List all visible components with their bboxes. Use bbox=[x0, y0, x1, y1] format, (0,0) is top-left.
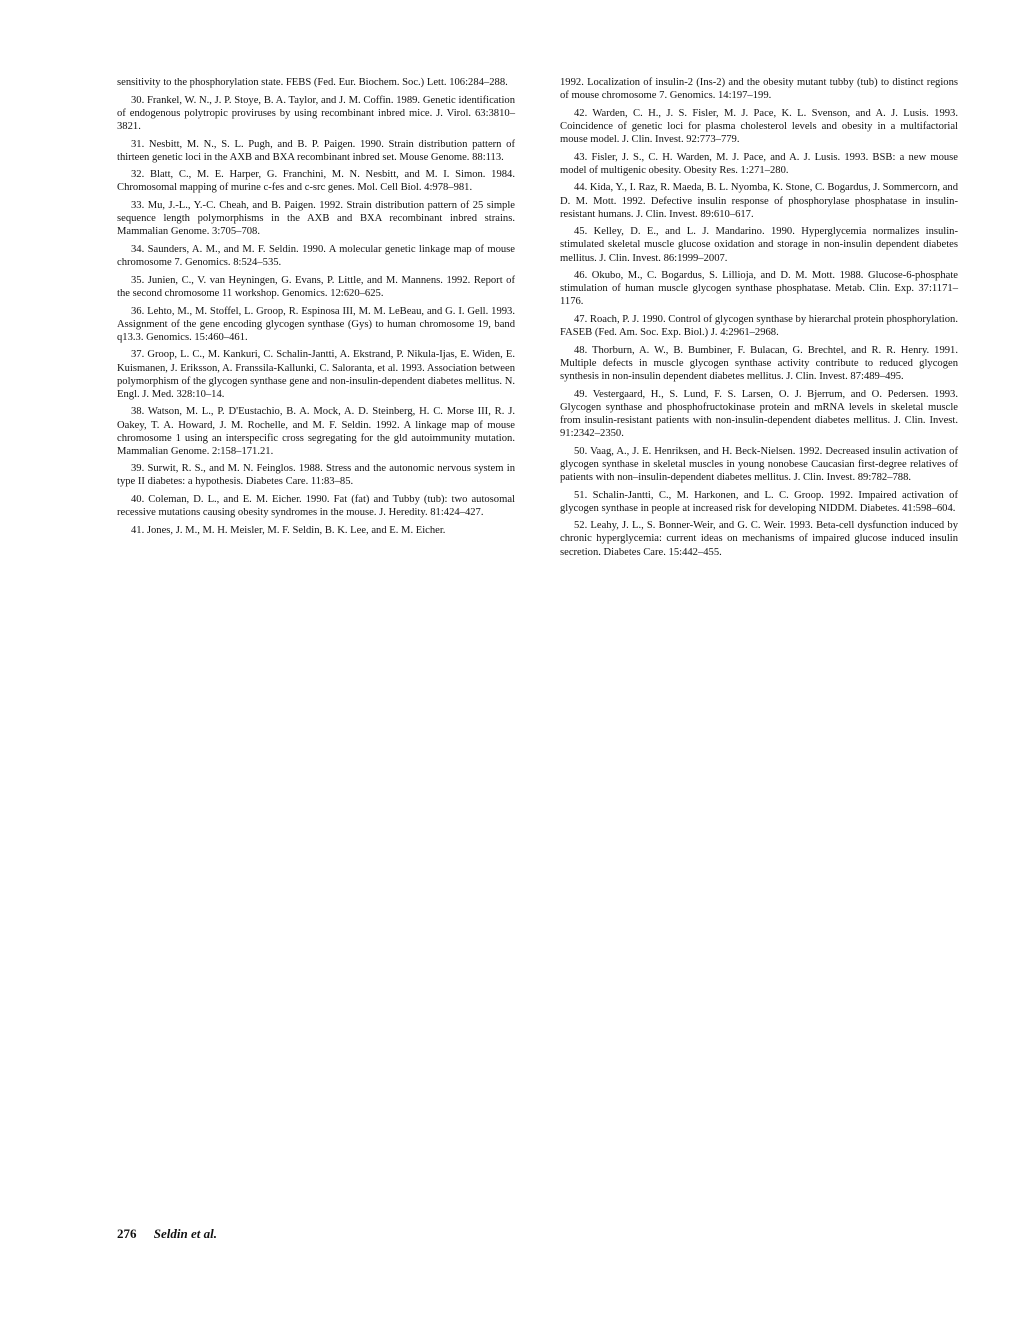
reference-entry: 31. Nesbitt, M. N., S. L. Pugh, and B. P. Paigen. 1990. Strain distribution pattern of thirteen genetic loci in the AXB and BXA recombinant inbred set. Mouse Genome. 88:113. bbox=[117, 138, 515, 163]
reference-entry: 33. Mu, J.-L., Y.-C. Cheah, and B. Paigen. 1992. Strain distribution pattern of 25 simple sequence length polymorphisms in the AXB and BXA recombinant inbred strains. Mammalian Genome. 3:705–708. bbox=[117, 200, 515, 238]
reference-entry: 50. Vaag, A., J. E. Henriksen, and H. Beck-Nielsen. 1992. Decreased insulin activation of glycogen synthase in skeletal muscles in young nonobese Caucasian first-degree relatives of patients with non–insulin-dependent diabetes mellitus. J. Clin. Invest. 89:782–788. bbox=[560, 445, 958, 483]
reference-entry: 30. Frankel, W. N., J. P. Stoye, B. A. Taylor, and J. M. Coffin. 1989. Genetic identification of endogenous polytropic proviruses by using recombinant inbred mice. J. Virol. 63:3810–3821. bbox=[117, 94, 515, 132]
reference-entry: 37. Groop, L. C., M. Kankuri, C. Schalin-Jantti, A. Ekstrand, P. Nikula-Ijas, E. Widen, E. Kuismanen, J. Eriksson, A. Franssila-Kallunki, C. Saloranta, et al. 1993. Association between polymorphism of the glycogen synthase gene and non-insulin-dependent diabetes mellitus. N. Engl. J. Med. 328:10–14. bbox=[117, 349, 515, 400]
reference-entry: 34. Saunders, A. M., and M. F. Seldin. 1990. A molecular genetic linkage map of mouse chromosome 7. Genomics. 8:524–535. bbox=[117, 244, 515, 269]
reference-entry: 52. Leahy, J. L., S. Bonner-Weir, and G. C. Weir. 1993. Beta-cell dysfunction induced by chronic hyperglycemia: current ideas on mechanisms of impaired glucose induced insulin secretion. Diabetes Care. 15:442–455. bbox=[560, 520, 958, 558]
reference-entry: 43. Fisler, J. S., C. H. Warden, M. J. Pace, and A. J. Lusis. 1993. BSB: a new mouse model of multigenic obesity. Obesity Res. 1:271–280. bbox=[560, 151, 958, 176]
reference-entry: 44. Kida, Y., I. Raz, R. Maeda, B. L. Nyomba, K. Stone, C. Bogardus, J. Sommercorn, and D. M. Mott. 1992. Defective insulin response of phosphorylase phosphatase in insulin-resistant humans. J. Clin. Invest. 89:610–617. bbox=[560, 182, 958, 220]
reference-entry: 41. Jones, J. M., M. H. Meisler, M. F. Seldin, B. K. Lee, and E. M. Eicher. bbox=[131, 524, 446, 536]
page-number: 276 bbox=[117, 1226, 137, 1241]
reference-entry: 49. Vestergaard, H., S. Lund, F. S. Larsen, O. J. Bjerrum, and O. Pedersen. 1993. Glycogen synthase and phosphofructokinase protein and mRNA levels in skeletal muscle from insulin-resistant patients with non-insulin-dependent diabetes mellitus. J. Clin. Invest. 91:2342–2350. bbox=[560, 388, 958, 439]
reference-entry: 40. Coleman, D. L., and E. M. Eicher. 1990. Fat (fat) and Tubby (tub): two autosomal recessive mutations causing obesity syndromes in the mouse. J. Heredity. 81:424–427. bbox=[117, 494, 515, 519]
reference-entry: 47. Roach, P. J. 1990. Control of glycogen synthase by hierarchal protein phosphorylation. FASEB (Fed. Am. Soc. Exp. Biol.) J. 4:2961–2968. bbox=[560, 314, 958, 339]
reference-entry: 1992. Localization of insulin-2 (Ins-2) and the obesity mutant tubby (tub) to distinct regions of mouse chromosome 7. Genomics. 14:197–199. bbox=[560, 77, 958, 102]
reference-entry: 51. Schalin-Jantti, C., M. Harkonen, and L. C. Groop. 1992. Impaired activation of glycogen synthase in people at increased risk for developing NIDDM. Diabetes. 41:598–604. bbox=[560, 489, 958, 514]
reference-entry: sensitivity to the phosphorylation state. FEBS (Fed. Eur. Biochem. Soc.) Lett. 106:284–288. bbox=[117, 77, 508, 88]
reference-entry: 38. Watson, M. L., P. D'Eustachio, B. A. Mock, A. D. Steinberg, H. C. Morse III, R. J. Oakey, T. A. Howard, J. M. Rochelle, and M. F. Seldin. 1992. A linkage map of mouse chromosome 1 using an interspecific cross segregating for the gld autoimmunity mutation. Mammalian Genome. 2:158–171.21. bbox=[117, 406, 515, 457]
reference-entry: 45. Kelley, D. E., and L. J. Mandarino. 1990. Hyperglycemia normalizes insulin-stimulated skeletal muscle glucose oxidation and storage in non-insulin dependent diabetes mellitus. J. Clin. Invest. 86:1999–2007. bbox=[560, 226, 958, 264]
reference-entry: 32. Blatt, C., M. E. Harper, G. Franchini, M. N. Nesbitt, and M. I. Simon. 1984. Chromosomal mapping of murine c-fes and c-src genes. Mol. Cell Biol. 4:978–981. bbox=[117, 169, 515, 194]
reference-entry: 46. Okubo, M., C. Bogardus, S. Lillioja, and D. M. Mott. 1988. Glucose-6-phosphate stimulation of human muscle glycogen synthase phosphatase. Metab. Clin. Exp. 37:1171–1176. bbox=[560, 270, 958, 308]
left-reference-column bbox=[117, 76, 515, 542]
page-footer bbox=[117, 1226, 217, 1242]
reference-entry: 35. Junien, C., V. van Heyningen, G. Evans, P. Little, and M. Mannens. 1992. Report of the second chromosome 11 workshop. Genomics. 12:620–625. bbox=[117, 274, 515, 299]
reference-entry: 42. Warden, C. H., J. S. Fisler, M. J. Pace, K. L. Svenson, and A. J. Lusis. 1993. Coincidence of genetic loci for plasma cholesterol levels and obesity in a multifactorial mouse model. J. Clin. Invest. 92:773–779. bbox=[560, 107, 958, 145]
running-head: Seldin et al. bbox=[153, 1226, 217, 1241]
reference-entry: 36. Lehto, M., M. Stoffel, L. Groop, R. Espinosa III, M. M. LeBeau, and G. I. Gell. 1993. Assignment of the gene encoding glycogen synthase (Gys) to human chromosome 19, band q13.3. Genomics. 15:460–461. bbox=[117, 305, 515, 343]
reference-entry: 39. Surwit, R. S., and M. N. Feinglos. 1988. Stress and the autonomic nervous system in type II diabetes: a hypothesis. Diabetes Care. 11:83–85. bbox=[117, 463, 515, 488]
right-reference-column bbox=[560, 76, 958, 563]
reference-entry: 48. Thorburn, A. W., B. Bumbiner, F. Bulacan, G. Brechtel, and R. R. Henry. 1991. Multiple defects in muscle glycogen synthase activity contribute to reduced glycogen synthesis in non-insulin dependent diabetes mellitus. J. Clin. Invest. 87:489–495. bbox=[560, 344, 958, 383]
